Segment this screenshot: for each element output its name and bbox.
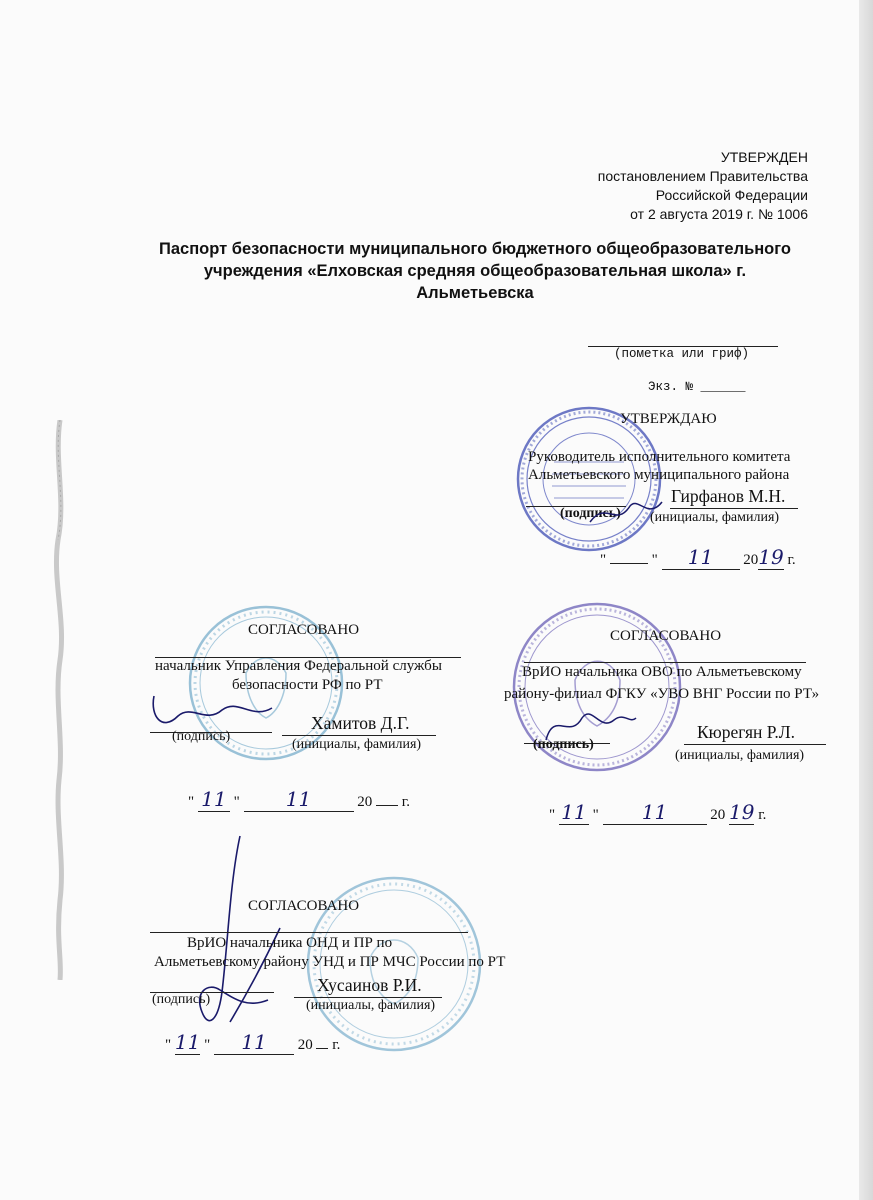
ond-date (165, 1030, 340, 1055)
ovo-date-year-prefix: 20 (710, 807, 726, 823)
approve-date-open-quote: " (600, 552, 607, 568)
approve-position-line1: Руководитель исполнительного комитета (528, 449, 791, 465)
ovo-date-suffix: г. (758, 807, 767, 823)
fsb-name: Хамитов Д.Г. (311, 713, 410, 733)
fsb-name-line (282, 735, 436, 736)
approval-note-line3: Российской Федерации (655, 187, 808, 203)
copy-number-label: Экз. № ______ (648, 380, 746, 394)
ond-date-month: 11 (214, 1030, 294, 1055)
approval-note-line4: от 2 августа 2019 г. № 1006 (630, 206, 808, 222)
approve-name-line (670, 508, 798, 509)
ond-date-close-quote: " (204, 1037, 211, 1053)
approval-note-line2: постановлением Правительства (597, 168, 808, 184)
approve-date-day (610, 563, 648, 564)
approve-date-year-suffix: 19 (758, 545, 784, 569)
approval-note-line1: УТВЕРЖДЕН (720, 149, 808, 165)
title-line1: Паспорт безопасности муниципального бюджетного общеобразовательного (159, 240, 791, 258)
fsb-date-year-suffix (376, 805, 398, 806)
title-line3: Альметьевска (416, 284, 534, 302)
approve-signature-caption: (подпись) (560, 506, 621, 521)
approve-signature (586, 492, 666, 532)
approval-note (598, 148, 808, 224)
ovo-top-line (524, 662, 806, 663)
ond-date-year-prefix: 20 (297, 1037, 313, 1053)
approve-name: Гирфанов М.Н. (671, 486, 786, 506)
approve-date-month: 11 (662, 545, 740, 570)
binding-thread (52, 420, 68, 980)
page-edge-shadow (859, 0, 873, 1200)
fsb-date-suffix: г. (401, 794, 410, 810)
fsb-heading: СОГЛАСОВАНО (248, 622, 360, 638)
fsb-date-day: 11 (198, 787, 230, 812)
approve-date-close-quote: " (651, 552, 658, 568)
ovo-date-close-quote: " (592, 807, 599, 823)
ovo-name-caption: (инициалы, фамилия) (675, 748, 805, 763)
ond-date-suffix: г. (332, 1037, 341, 1053)
ond-date-year-suffix (316, 1048, 328, 1049)
ovo-date-open-quote: " (549, 807, 556, 823)
ond-heading: СОГЛАСОВАНО (248, 898, 360, 914)
fsb-date-year-prefix: 20 (357, 794, 373, 810)
ond-position-line1: ВрИО начальника ОНД и ПР по (187, 935, 393, 951)
ovo-signature-caption: (подпись) (533, 737, 594, 752)
ovo-date-day: 11 (559, 800, 589, 825)
fsb-date (188, 787, 410, 812)
ond-signature-caption: (подпись) (152, 992, 211, 1007)
ond-name-caption: (инициалы, фамилия) (306, 998, 436, 1013)
ovo-date-year-suffix: 19 (729, 800, 755, 824)
approve-date-suffix: г. (787, 552, 796, 568)
ovo-date (549, 800, 766, 825)
title-line2: учреждения «Елховская средняя общеобразовательная школа» г. (203, 262, 747, 280)
fsb-position-line1: начальник Управления Федеральной службы (155, 658, 442, 674)
fsb-signature-caption: (подпись) (172, 729, 231, 744)
approve-date-year-prefix: 20 (743, 552, 759, 568)
fsb-date-month: 11 (244, 787, 354, 812)
ond-top-line (150, 932, 468, 933)
approve-date (600, 545, 796, 570)
fsb-position-line2: безопасности РФ по РТ (232, 677, 383, 693)
ond-date-open-quote: " (165, 1037, 172, 1053)
ond-position-line2: Альметьевскому району УНД и ПР МЧС России по РТ (154, 954, 506, 970)
ovo-name: Кюрегян Р.Л. (697, 722, 795, 742)
ovo-position-line1: ВрИО начальника ОВО по Альметьевскому (522, 664, 802, 680)
classification-caption: (пометка или гриф) (614, 347, 750, 361)
fsb-name-caption: (инициалы, фамилия) (292, 737, 422, 752)
ovo-date-month: 11 (603, 800, 707, 825)
ovo-position-line2: району-филиал ФГКУ «УВО ВНГ России по РТ» (504, 686, 820, 702)
document-title (80, 238, 870, 304)
approve-name-caption: (инициалы, фамилия) (650, 510, 780, 525)
ovo-heading: СОГЛАСОВАНО (610, 628, 722, 644)
ond-date-day: 11 (174, 1030, 201, 1054)
ovo-name-line (684, 744, 826, 745)
fsb-date-open-quote: " (188, 794, 195, 810)
approve-heading: УТВЕРЖДАЮ (620, 411, 717, 427)
approve-position-line2: Альметьевского муниципального района (528, 467, 790, 483)
fsb-date-close-quote: " (233, 794, 240, 810)
ond-name: Хусаинов Р.И. (317, 975, 422, 995)
